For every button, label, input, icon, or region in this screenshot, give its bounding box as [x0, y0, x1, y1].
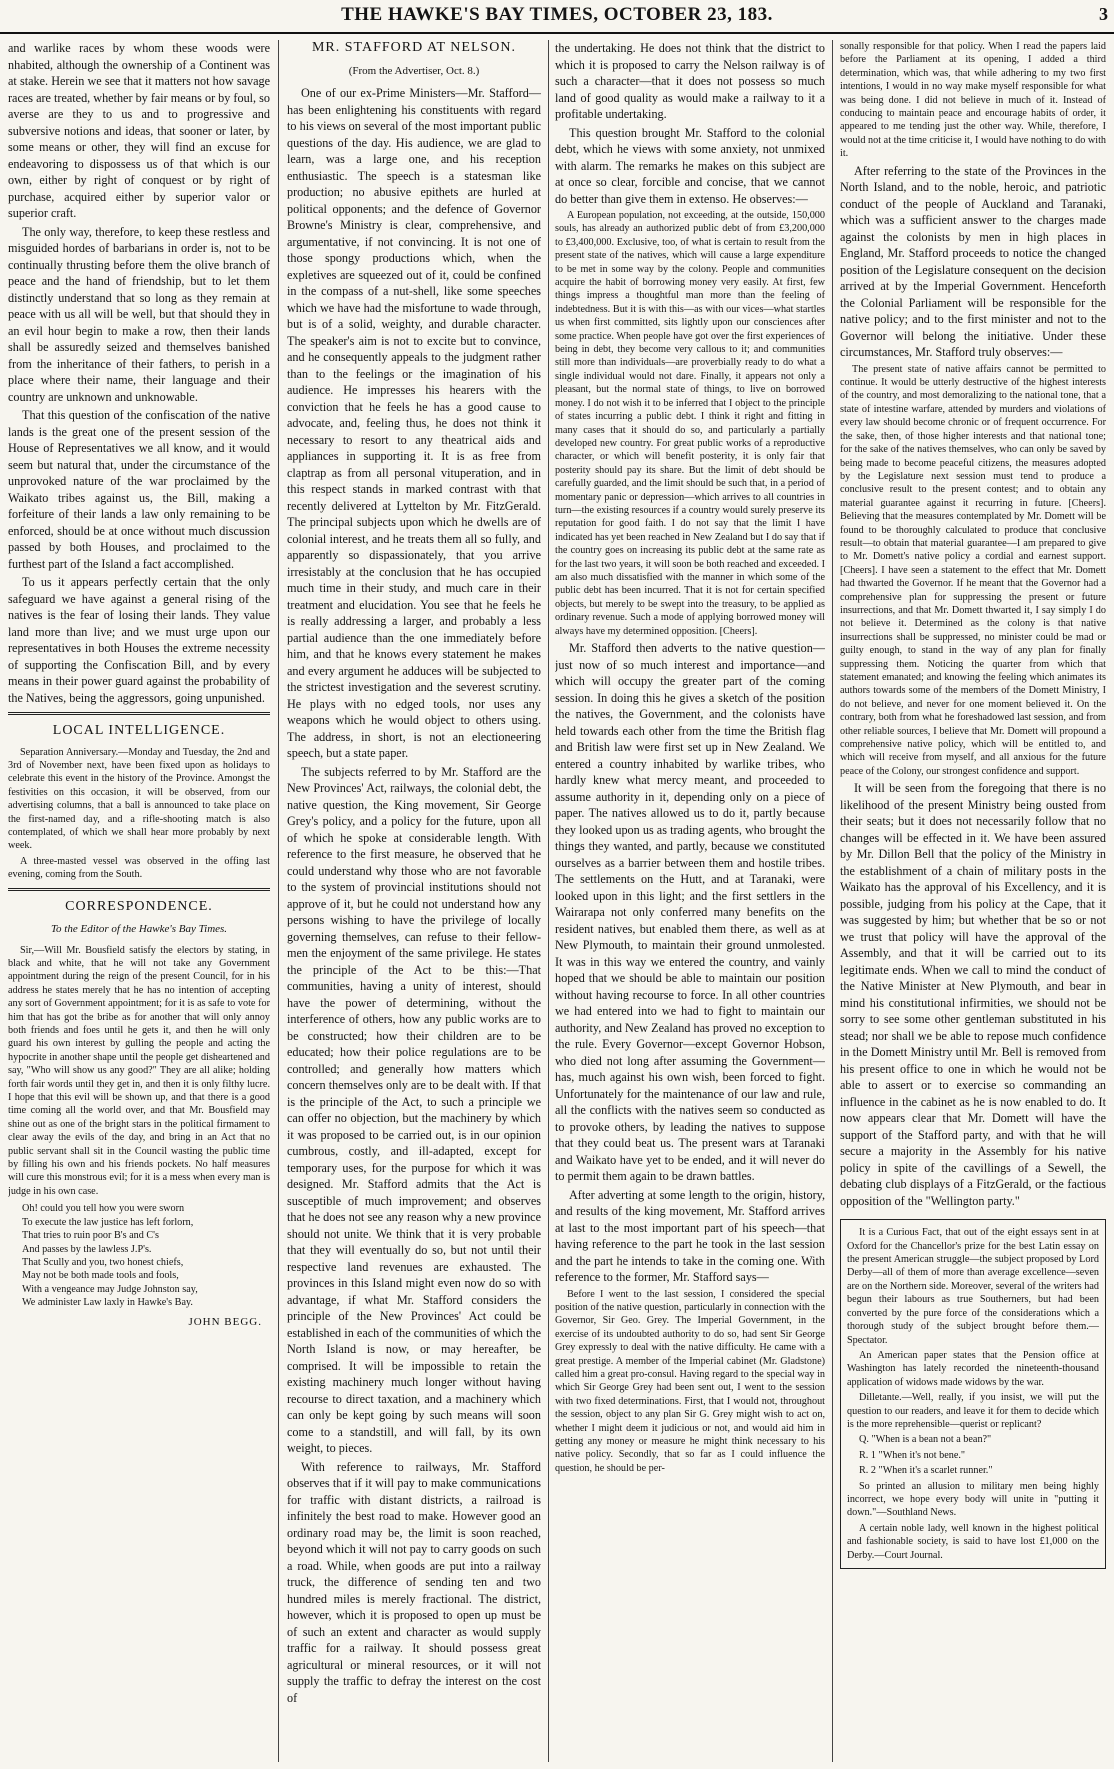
- correspondence-addressee: To the Editor of the Hawke's Bay Times.: [50, 923, 228, 936]
- letter-signature: JOHN BEGG.: [188, 1315, 262, 1328]
- miscellany-item: Q. "When is a bean not a bean?": [859, 1434, 992, 1446]
- column-rule: [278, 40, 279, 1762]
- verse-line: And passes by the lawless J.P's.: [22, 1243, 152, 1255]
- verse-line: That Scully and you, two honest chiefs,: [22, 1256, 184, 1268]
- column-2: [287, 40, 541, 1762]
- masthead: [0, 0, 1114, 34]
- miscellany-item: A certain noble lady, well known in the highest political and fashionable society, is said to have lost £1,000 on the Derby.—Court Journal.: [847, 1522, 1099, 1561]
- miscellany-item: R. 1 "When it's not bene.": [859, 1449, 966, 1461]
- article-paragraph: One of our ex-Prime Ministers—Mr. Stafford—has been enlightening his constituents with regard to his views on several of the most important public questions of the day. His audience, we are glad to learn, was a large one, and his reception enthusiastic. The speech is a statesman like production; no abusive epithets are hurled at political opponents; and the defence of Governor Browne's Ministry is clear, comprehensive, and argumentative, if not convincing. It is not one of those spongy productions which, when the expletives are squeezed out of it, could be confined in the compass of a nut-shell, like some speeches which we have had the misfortune to wade through, but is of a solid, weighty, and durable character. The speaker's aim is not to excite but to convince, and he consequently appeals to the judgment rather than to the feelings or the imagination of his audience. He impresses his hearers with the conviction that he feels he has a good cause to advocate, and, feeling thus, he does not think it necessary to resort to any theatrical aids and appliances in supporting it. It is as free from claptrap as from all personal vituperation, and in this respect stands in marked contrast with that recently delivered at Lyttelton by Mr. FitzGerald. The principal subjects upon which he dwells are of colonial interest, and he treats them all so fully, and apparently so dispassionately, that you arrive irresistably at the conclusion that he has occupied much time in their study, and much care in their treatment and elucidation. You see that he feels he is really addressing a larger, and probably a less partial audience than the one immediately before him, and that he knows every statement he makes and every argument he adduces will be subjected to the strictest investigation and the severest scrutiny. He plays with no edged tools, nor uses any weapons which he would object to others using. The address, in short, is not an electioneering speech, but a state paper.: [287, 86, 541, 760]
- article-paragraph: After adverting at some length to the origin, history, and results of the king movement, Mr. Stafford arrives at last to the most important part of his speech—that having reference to the part he took in the last session and the part he intends to take in the coming one. With reference to the former, Mr. Stafford says—: [555, 1187, 825, 1284]
- local-item: Separation Anniversary.—Monday and Tuesday, the 2nd and 3rd of November next, have been fixed upon as holidays to celebrate this event in the history of the Province. Amongst the festivities on this occasion, it will be observed, from our advertising columns, that a ball is announced to take place on the first-named day, and a rifle-shooting match is also contemplated, of which we shall hear more probably by next week.: [8, 746, 270, 852]
- section-rule: [8, 888, 270, 891]
- miscellany-item: So printed an allusion to military men being highly incorrect, we hope every body will unite in "putting it down."—Southland News.: [847, 1480, 1099, 1519]
- verse-line: To execute the law justice has left forlorn,: [22, 1216, 194, 1228]
- article-source: (From the Advertiser, Oct. 8.): [348, 64, 480, 77]
- column-3: [555, 40, 825, 1762]
- miscellany-box: [840, 1219, 1106, 1569]
- verse-line: Oh! could you tell how you were sworn: [22, 1203, 185, 1215]
- letter-verse: [22, 1202, 270, 1309]
- article-paragraph: The subjects referred to by Mr. Stafford are the New Provinces' Act, railways, the colonial debt, the native question, the King movement, Sir George Grey's policy, and a policy for the future, upon all of which he spoke at considerable length. With reference to the first measure, he observed that he could understand why those who are not favorable to the system of provincial institutions should not approve of it, but he could not understand how any persons wishing to have the privilege of locally governing themselves, can refuse to their fellow-men the enjoyment of the same privilege. He states the principle of the Act to be this:—That communities, having a unity of interest, should have the power of determining, without the interference of others, how any public works are to be constructed; how their children are to be educated; how their police regulations are to be controlled; and generally how matters which concern themselves only are to be dealt with. If that is the principle of the Act, to such a principle we can offer no objection, but the machinery by which it was proposed to be carried out, is in our opinion cumbrous, costly, and ill-adapted, except for temporary uses, for the purpose for which it was designed. Mr. Stafford admits that the Act is susceptible of much improvement; and observes that he does not see any reason why a new province should not unite. We think that it is very probable that they will eventually do so, but not until their respective land revenues are exhausted. The provinces in this Island might even now do so with advantage, if what Mr. Stafford considers the principle of the New Provinces' Act could be established in each of the communities of which the North Island is now, or may hereafter, be comprised. It will be impossible to retain the existing machinery much longer without having recourse to direct taxation, and a machinery which can only be kept going by such means will soon come to a standstill, and will fall, by its own weight, to pieces.: [287, 764, 541, 1455]
- verse-line: With a vengeance may Judge Johnston say,: [22, 1283, 198, 1295]
- verse-line: That tries to ruin poor B's and C's: [22, 1230, 159, 1242]
- quoted-speech: Before I went to the last session, I considered the special position of the native question, particularly in connection with the Governor, Sir Geo. Grey. The Imperial Government, in the exercise of its undoubted authority to do so, had sent Sir George Grey expressly to deal with the native difficulty. He came with a great prestige. A member of the Imperial cabinet (Mr. Gladstone) called him a great pro-consul. Having regard to the special way in which Sir George Grey had been sent out, I went to the session with two fixed determinations. First, that I would not, throughout the session, object to any plan Sir G. Grey might wish to act on, whether I might deem it judicious or not, and would aid him in getting any money or measure he might think necessary to his native policy. Secondly, that so far as I could influence the question, he should be per-: [555, 1288, 825, 1474]
- article-heading: MR. STAFFORD AT NELSON.: [311, 40, 517, 55]
- article-paragraph: This question brought Mr. Stafford to the colonial debt, which he views with some anxiety, not unmixed with alarm. The remarks he makes on this subject are at once so clear, forcible and concise, that we cannot do better than give them in extenso. He observes:—: [555, 125, 825, 206]
- masthead-title: THE HAWKE'S BAY TIMES, OCTOBER 23, 183.: [341, 4, 773, 25]
- column-4: [840, 40, 1106, 1762]
- article-paragraph: the undertaking. He does not think that the district to which it is proposed to carry the Nelson railway is of such a character—that it does not possess so much land of good quality as would make a railway to it a profitable undertaking.: [555, 41, 825, 121]
- verse-line: May not be both made tools and fools,: [22, 1270, 179, 1282]
- verse-line: We administer Law laxly in Hawke's Bay.: [22, 1297, 193, 1309]
- miscellany-item: R. 2 "When it's a scarlet runner.": [859, 1465, 993, 1477]
- editorial-paragraph: That this question of the confiscation of the native lands is the great one of the present session of the House of Representatives we all know, and it would seem but natural that, under the circumstance of the unprovoked nature of the war proclaimed by the Waikato tribes against us, the Bill, making a forfeiture of their lands a law only remaining to be enforced, should be at once without much discussion passed by both Houses, and proclaimed to the furthest part of the Island a fact accomplished.: [8, 408, 270, 571]
- letter-body: Sir,—Will Mr. Bousfield satisfy the electors by stating, in black and white, that he will not take any Government appointment during the reign of the present Council, for in his address he states merely that he has no intention of accepting any sort of Government appointment; for it is as safe to vote for him that has got the bribe as for another that will only annoy both friends and foes until he gets it, and then he will only guard his own interest by gulling the people and acting the hypocrite in another shape until the people get disheartened and say, "Who will show us any good?" They are all alike; holding forth fair words until they get in, and then it is only filthy lucre. I hope that this evil will be shown up, and that there is a good time coming all the world over, and that Mr. Bousfield may shine out as one of the bright stars in the political firmament to clear away the evils of the day, and bring in an Act that no public servant shall sit in the Council wasting the public time by filling his own and his friends pockets. No half measures will cure this monstrous evil; for it is a mess when every man is judge in his own case.: [8, 944, 270, 1197]
- page-number: 3: [1099, 4, 1108, 24]
- section-rule: [8, 712, 270, 715]
- quoted-speech: The present state of native affairs cannot be permitted to continue. It would be utterly destructive of the highest interests of the country, and most demoralizing to the national tone, that a state of intestine warfare, attended by murders and violations of every law should become chronic or of frequent occurrence. For the sake, then, of those higher interests and that national tone; for the sake of the natives themselves, who can only be saved by being made to become peaceful citizens, the measures adopted by the Legislature next session must tend to produce a conclusive result to the present contest; and to obtain any material guarantee against it recurring in future. [Cheers]. Believing that the measures contemplated by Mr. Domett will be found to be thoroughly calculated to produce that conclusive result—to obtain that material guarantee—I am prepared to give to Mr. Domett's native policy a cordial and earnest support. [Cheers]. I have seen a statement to the effect that Mr. Domett had thwarted the Governor. If he meant that the Governor had a comprehensive plan for suppressing the present or future insurrections, and that Mr. Domett thwarted it, I say simply I do not believe it. Determined as the colony is that native insurrections shall be suppressed, no minister could be mad or guilty enough, to stand in the way of any plan for finally suppressing them. Noticing the quarter from which that statement emanated; and knowing the feeling which animates its authors towards some of the members of the Domett Ministry, I do not believe, and never for one moment believed it. On the contrary, both from what he foreshadowed last session, and from other reliable sources, I believe that Mr. Domett will propound a comprehensive native policy, which will be entitled to, and which will receive from myself, and all anxious for the future peace of the Colony, our strongest confidence and support.: [840, 363, 1106, 777]
- miscellany-item: Dilletante.—Well, really, if you insist, we will put the question to our readers, and leave it for them to decide which is the more reprehensible—querist or replicant?: [847, 1392, 1099, 1430]
- column-rule: [548, 40, 549, 1762]
- miscellany-item: An American paper states that the Pension office at Washington has lately recorded the nineteenth-thousand application of widows made widows by the war.: [847, 1349, 1099, 1388]
- article-paragraph: Mr. Stafford then adverts to the native question—just now of so much interest and importance—and which will occupy the greater part of the coming session. In doing this he gives a sketch of the position the natives, the Government, and the colonists have held towards each other from the time the British flag and British law were first set up in New Zealand. We entered a country inhabited by warlike tribes, who hardly knew what mercy meant, and proceeded to assume authority in it, depending only on a piece of paper. The natives allowed us to do it, partly because they looked upon us as trading agents, who brought the things they wanted, and partly, because we constituted ourselves as a barrier between them and hostile tribes. The settlements on the Hutt, and at Taranaki, were looked upon in this light; and the first settlers in the Wairarapa not only conferred many benefits on the resident natives, but enabled them there, as well as at New Plymouth, to maintain their ground unmolested. It was in this way we entered the country, and vainly hoped that we should be able to maintain our position without having recourse to force. In all other countries we had entered into we had to fight to maintain our authority, and New Zealand has proved no exception to the rule. Every Governor—except Governor Hobson, who died not long after assuming the Government—has, much against his own wish, been forced to fight. Unfortunately for the maintenance of our law and rule, all the conflicts with the natives seem so conducted as to provoke others, by leading the natives to suppose that they could beat us. The present wars at Taranaki and Waikato have yet to be ended, and it will never do to permit them again to be drawn battles.: [555, 641, 825, 1183]
- correspondence-heading: CORRESPONDENCE.: [65, 898, 213, 914]
- editorial-paragraph: To us it appears perfectly certain that the only safeguard we have against a general rising of the natives is the fear of losing their lands. They value land more than live; and we must urge upon our representatives in both Houses the extreme necessity of supporting the Confiscation Bill, and by every means in their power guard against the probability of the Natives, being the aggressors, going unpunished.: [8, 575, 270, 705]
- article-paragraph: With reference to railways, Mr. Stafford observes that if it will pay to make communications for traffic with distant districts, a railroad is infinitely the best road to make. However good an ordinary road may be, the limit is soon reached, beyond which it will not pay to carry goods on such a road. While, when goods are put into a railway truck, the difference of sending ten and two hundred miles is merely fractional. The district, however, which it is proposed to open up must be of such an extent and character as would supply traffic for a railway. It should possess great agricultural or mineral resources, or it will not supply the traffic to defray the interest on the cost of: [287, 1459, 541, 1705]
- editorial-paragraph: The only way, therefore, to keep these restless and misguided hordes of barbarians in order is, not to be continually thrusting before them the olive branch of peace and the hand of friendship, but to let them distinctly understand that so long as they remain at peace with us all will be well, but that should they in an evil hour begin to make a row, then their lands shall be assuredly seized and themselves banished from the inheritance of their fathers, to perish in a place where their name, their language and their country are unknown and unknowable.: [8, 224, 270, 404]
- article-paragraph: It will be seen from the foregoing that there is no likelihood of the present Ministry being ousted from their seats; but it does not necessarily follow that no changes will be effected in it. We have been assured by Mr. Dillon Bell that the policy of the Ministry in the establishment of a chain of military posts in the Waikato has the approval of his Excellency, and it is possible, judging from his policy at the Cape, that it was suggested by him; but whether that be so or not we trust that policy will have the approval of the Assembly, and that it will be carried out to its legitimate ends. When we call to mind the conduct of the Native Minister at New Plymouth, and bear in mind his constitutional infirmities, we should not be sorry to see some other gentleman substituted in his stead; nor shall we be able to repose much confidence in the Domett Ministry until Mr. Bell is removed from his present office to one in which he would not be able to assert or to exercise so commanding an influence in the cabinet as he is now enabled to do. It now appears clear that Mr. Domett will have the support of the Stafford party, and with that he will secure a majority in the Assembly for his native policy in spite of the cavillings of a Sewell, the debating club displays of a FitzGerald, or the factious opposition of the "Wellington party.": [840, 781, 1106, 1208]
- quoted-speech: sonally responsible for that policy. When I read the papers laid before the Parliament at its opening, I added a third determination, which was, that while adhering to my two first intentions, I would in no way make myself responsible for what was being done. I did not believe in much of it. Instead of conducing to maintain peace and encourage habits of order, it appeared to me tending just the other way. While, therefore, I would not at the time criticise it, I would have nothing to do with it.: [840, 41, 1106, 160]
- local-intelligence-heading: LOCAL INTELLIGENCE.: [52, 723, 226, 738]
- local-item: A three-masted vessel was observed in the offing last evening, coming from the South.: [8, 855, 270, 881]
- editorial-paragraph: and warlike races by whom these woods were nhabited, although the ownership of a Continent was at stake. Herein we see that it matters not how savage races are treated, whether by fair means or by foul, so averse are they to us and to progressive and subversive notions and ideas, that sooner or later, by some means or other, they will find an excuse for endeavoring to dispossess us of that which is our own, either by right of conquest or by right of purchase, acquired either by superior valor or superior craft.: [8, 41, 270, 220]
- article-paragraph: After referring to the state of the Provinces in the North Island, and to the noble, heroic, and patriotic conduct of the people of Auckland and Taranaki, which was a sufficient answer to the charges made against the colonists by men in high places in England, Mr. Stafford proceeds to notice the changed position of the Legislature consequent on the decision arrived at by the Imperial Government. Henceforth the Colonial Parliament will be responsible for the native policy; and to the first minister and not to the Governor will belong the initiative. Under these circumstances, Mr. Stafford truly observes:—: [840, 163, 1106, 360]
- miscellany-item: It is a Curious Fact, that out of the eight essays sent in at Oxford for the Chancellor's prize for the best Latin essay on the present American struggle—the subject proposed by Lord Derby—all of them of more than average excellence—seven are on the Northern side. Moreover, several of the writers had begun their labours as true Southerners, but had been converted by the pure force of the considerations which a thorough study of the subject brought before them.—Spectator.: [847, 1227, 1099, 1346]
- quoted-speech: A European population, not exceeding, at the outside, 150,000 souls, has already an authorized public debt of from £3,200,000 to £3,400,000. Exclusive, too, of what is certain to result from the present state of the natives, which will cause a large expenditure to be met in some way by the colony. People and communities acquire the habit of borrowing money very easily. At first, few things impress a thoughtful man more than the feeling of indebtedness. But it is with this—as with our vices—what startles us when first committed, sits lightly upon our consciences after some practice. When people have got over the first experiences of being in debt, they become very callous to it; and communities still more than individuals—are proverbially ready to do what a single individual would not dare. Finally, it appears not only a pleasant, but the normal state of things, to live on borrowed money. I do not wish it to be inferred that I object to the principle of states incurring a public debt. I think it right and fitting in many cases that it should do so, and particularly a partially developed new country. For great public works of a reproductive character, or which will benefit posterity, it is only fair that posterity should pay its share. But the limit of debt should be carefully guarded, and the limit should be such that, in a period of momentary panic or depression—which arrives to all countries in turn—the existing resources if a country would surely preserve its reputation for good faith. I do not say that the limit I have indicated has yet been reached in New Zealand but I do say that if the country goes on increasing its public debt at the same rate as for the last two years, it will soon be both reached and exceeded. I am also much dissatisfied with the manner in which some of the public debt has been incurred. That it is not for certain specified objects, but merely to be swept into the treasury, to be applied as ordinary revenue. Such a mode of applying borrowed money will always have my determined opposition. [Cheers].: [555, 210, 825, 637]
- column-rule: [832, 40, 833, 1762]
- column-1: [8, 40, 270, 1762]
